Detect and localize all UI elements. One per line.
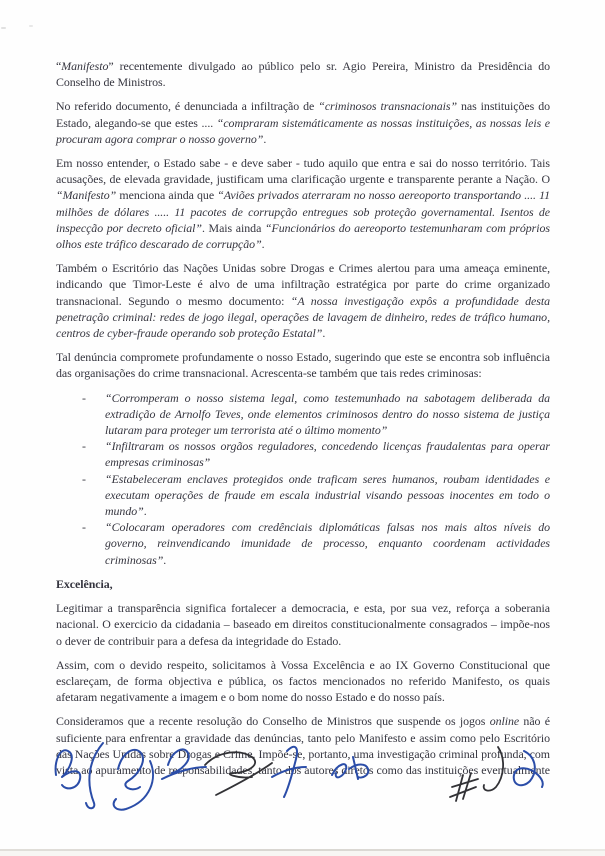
page-bottom-edge	[0, 851, 605, 856]
list-dash-marker: -	[82, 390, 86, 405]
paragraph-denuncia: Tal denúncia compromete profundamente o nosso Estado, sugerindo que este se encontra sob influência das organisações do crime transnacional. Acrescenta-se também que tais redes criminosas:	[56, 350, 550, 381]
paragraph-manifesto-intro: “Manifesto” recentemente divulgado ao público pelo sr. Agio Pereira, Ministro da Presidência do Conselho de Ministros.	[56, 59, 550, 90]
paragraph-request-clarification: Assim, com o devido respeito, solicitamos à Vossa Excelência e ao IX Governo Constitucional que esclareçam, de forma objectiva e pública, os factos mencionados no referido Manifesto, os quais afetaram negativamente a imagem e o bom nome do nosso Estado e do nosso país.	[56, 657, 550, 705]
list-dash-marker: -	[82, 471, 86, 486]
list-item	[82, 390, 550, 439]
paragraph-un-office-warning: Também o Escritório das Nações Unidas sobre Drogas e Crimes alertou para uma ameaça eminente, indicando que Timor-Leste é alvo de uma infiltração estratégica por parte do crime organizado transnacional. Segundo o mesmo documento: “A nossa investigação expôs a profundidade desta penetração criminal: redes de jogo ilegal, operações de lavagem de dinheiro, redes de tráfico humano, centros de cyber-fraude operando sob proteção Estatal”.	[56, 261, 550, 341]
paragraph-resolution-insufficient: Consideramos que a recente resolução do Conselho de Ministros que suspende os jogos online não é suficiente para enfrentar a gravidade das denúncias, tanto pelo Manifesto e assim como pelo Escritório das Nações Unidas sobre Drogas e Crime. Impõe-se, portanto, uma investigação criminal profunda, com vista ao apuramento de responsabilidades, tanto dos autores diretos como das instituições eventualmente	[56, 714, 550, 777]
list-item-text: “Corromperam o nosso sistema legal, como testemunhado na sabotagem deliberada da extradição de Arnolfo Teves, onde elementos criminosos dentro do nosso sistema de justiça lutaram para proteger um terrorista até o último momento”	[105, 390, 550, 438]
paragraph-legitimar: Legitimar a transparência significa fortalecer a democracia, e esta, por sua vez, reforça a soberania nacional. O exercicio da cidadania – baseado em direitos constitucionalmente consagrados – impõe-nos o dever de contribuir para a defesa da integridade do Estado.	[56, 601, 550, 648]
list-dash-marker: -	[82, 520, 86, 535]
list-item-text: “Infiltraram os nossos orgãos reguladores, concedendo licenças fraudalentas para operar empresas criminosas”	[105, 439, 550, 470]
criminal-networks-list	[56, 390, 550, 568]
scan-noise-speck	[29, 25, 33, 27]
handwritten-signatures	[0, 735, 605, 845]
list-item-text: “Colocaram operadores com credênciais diplomáticas falsas nos mais altos níveis do governo, reinvendicando imunidade de processo, enquanto coordenam actividades criminosas”.	[105, 520, 550, 567]
letter-body	[56, 58, 550, 786]
paragraph-infiltration-claim: No referido documento, é denunciada a infiltração de “criminosos transnacionais” nas instituições do Estado, alegando-se que estes .... “compraram sistemáticamente as nossas instituições, as nossas leis e procuram agora comprar o nosso governo”.	[56, 99, 551, 146]
list-item	[82, 471, 550, 520]
paragraph-state-knowledge: Em nosso entender, o Estado sabe - e deve saber - tudo aquilo que entra e sai do nosso território. Tais acusações, de elevada gravidade, justificam uma clarificação urgente e transparente perante a Nação. O “Manifesto” menciona ainda que “Aviões privados aterraram no nosso aereoporto transportando .... 11 milhões de dólares ..... 11 pacotes de corrupção entregues sob proteção governamental. Isentos de inspecção por decreto oficial”. Mais ainda “Funcionários do aereoporto testemunharam com próprios olhos este tráfico descarado de corrupção”.	[56, 156, 550, 252]
salutation-excelencia: Excelência,	[56, 576, 113, 591]
scan-noise-speck	[1, 27, 6, 29]
black-ink-signatures	[205, 747, 503, 801]
list-item	[82, 438, 550, 470]
list-dash-marker: -	[82, 439, 86, 454]
list-item-text: “Estabeleceram enclaves protegidos onde traficam seres humanos, roubam identidades e executam operações de fraude em escala industrial visando pessoas inocentes em todo o mundo”.	[105, 471, 550, 519]
list-item	[82, 519, 550, 568]
